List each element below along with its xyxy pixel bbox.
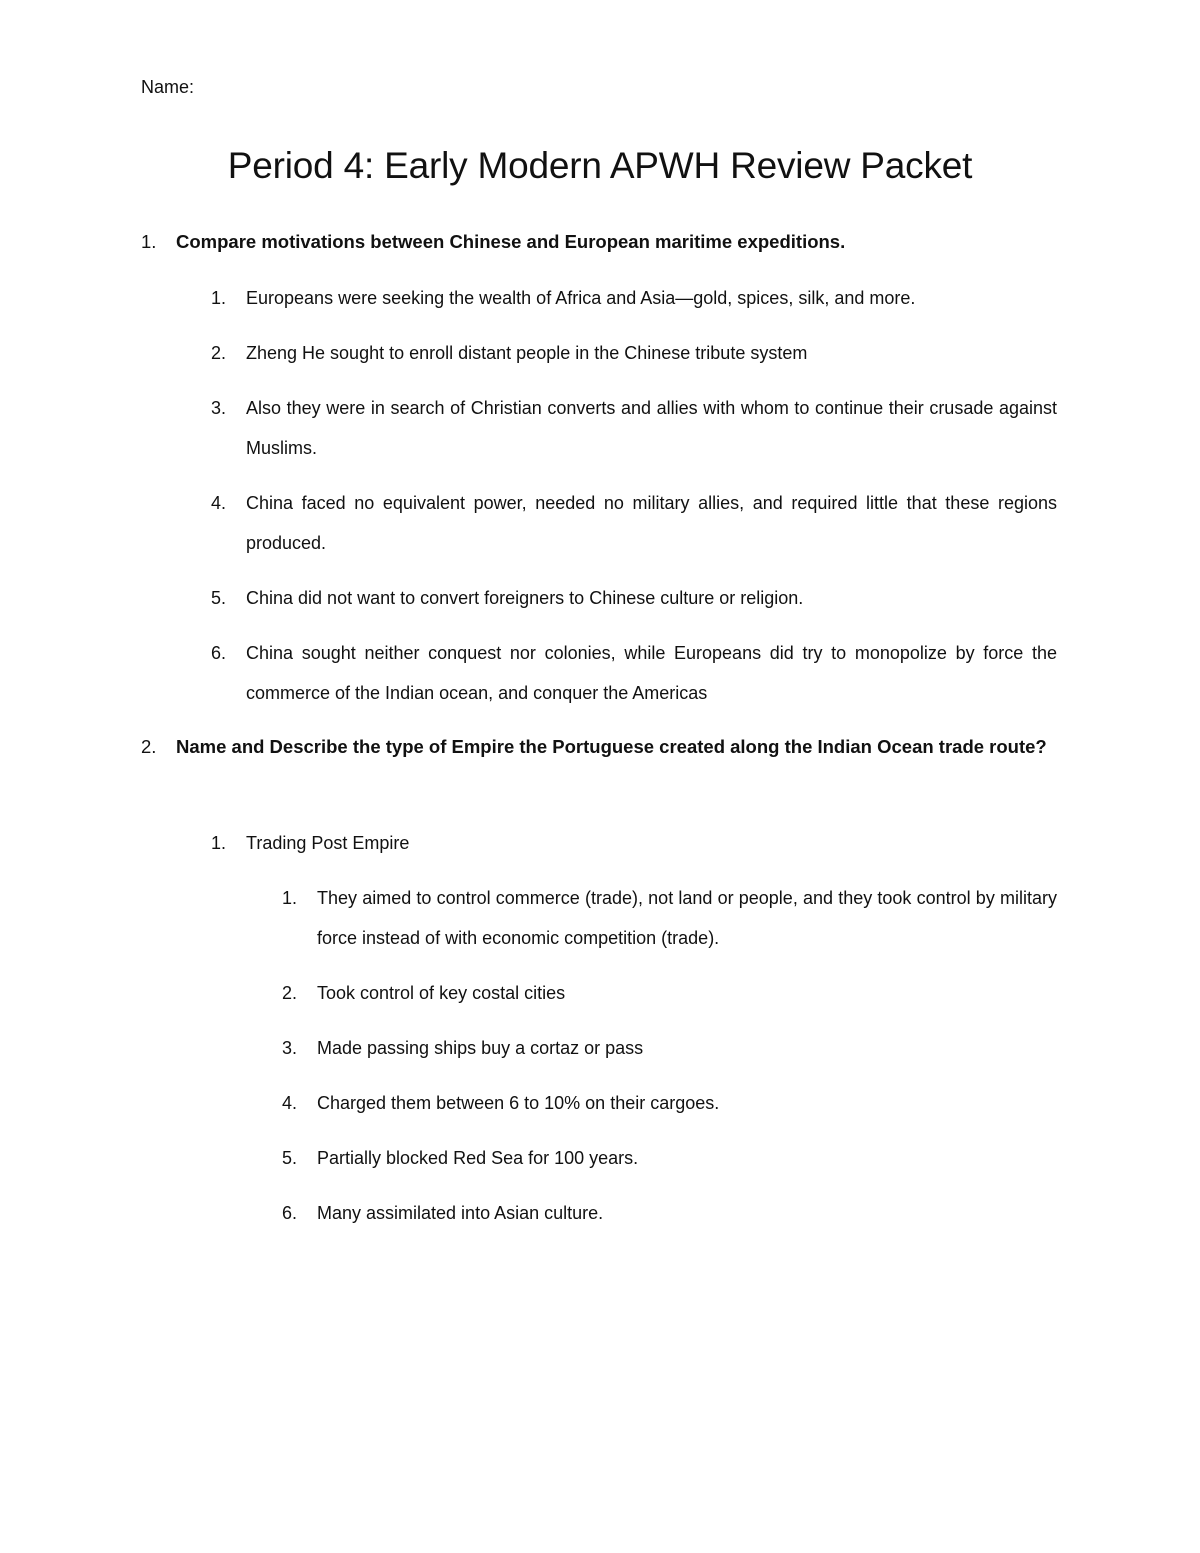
answer-item — [211, 388, 1057, 468]
list-number: 6. — [282, 1203, 298, 1223]
detail-item — [282, 1193, 1057, 1233]
list-number: 4. — [282, 1093, 298, 1113]
answer-text: Trading Post Empire — [246, 833, 410, 853]
list-number: 6. — [211, 643, 227, 663]
list-number: 1. — [282, 888, 298, 908]
list-number: 5. — [211, 588, 227, 608]
detail-text: Charged them between 6 to 10% on their cargoes. — [317, 1093, 720, 1113]
answer-text: China faced no equivalent power, needed no military allies, and required little that these regions produced. — [246, 493, 1057, 553]
answer-text: China did not want to convert foreigners to Chinese culture or religion. — [246, 588, 804, 608]
list-number: 2. — [211, 343, 227, 363]
detail-text: They aimed to control commerce (trade), not land or people, and they took control by military force instead of with economic competition (trade). — [317, 888, 1057, 948]
answer-item — [211, 483, 1057, 563]
detail-item — [282, 973, 1057, 1013]
list-number: 5. — [282, 1148, 298, 1168]
detail-item — [282, 1028, 1057, 1068]
question-number: 1. — [141, 231, 157, 252]
detail-text: Made passing ships buy a cortaz or pass — [317, 1038, 644, 1058]
list-number: 1. — [211, 288, 227, 308]
list-number: 2. — [282, 983, 298, 1003]
detail-text: Partially blocked Red Sea for 100 years. — [317, 1148, 639, 1168]
answer-item — [211, 823, 1057, 863]
question-2 — [141, 727, 1057, 767]
question-1 — [141, 222, 1057, 262]
answer-item — [211, 333, 1057, 373]
detail-item — [282, 1138, 1057, 1178]
answer-text: Zheng He sought to enroll distant people in the Chinese tribute system — [246, 343, 808, 363]
question-number: 2. — [141, 736, 157, 757]
list-number: 3. — [282, 1038, 298, 1058]
page-title: Period 4: Early Modern APWH Review Packet — [227, 145, 973, 186]
answer-text: Also they were in search of Christian converts and allies with whom to continue their crusade against Muslims. — [246, 398, 1057, 458]
list-number: 3. — [211, 398, 227, 418]
detail-item — [282, 1083, 1057, 1123]
detail-item — [282, 878, 1057, 958]
detail-text: Many assimilated into Asian culture. — [317, 1203, 604, 1223]
list-number: 4. — [211, 493, 227, 513]
answer-item — [211, 578, 1057, 618]
detail-text: Took control of key costal cities — [317, 983, 566, 1003]
answer-item — [211, 278, 1057, 318]
name-label: Name: — [141, 77, 195, 97]
answer-item — [211, 633, 1057, 713]
list-number: 1. — [211, 833, 227, 853]
question-text: Name and Describe the type of Empire the Portuguese created along the Indian Ocean trade route? — [176, 736, 1047, 757]
answer-text: China sought neither conquest nor colonies, while Europeans did try to monopolize by force the commerce of the Indian ocean, and conquer the Americas — [246, 643, 1057, 703]
answer-text: Europeans were seeking the wealth of Africa and Asia—gold, spices, silk, and more. — [246, 288, 916, 308]
question-text: Compare motivations between Chinese and European maritime expeditions. — [176, 231, 846, 252]
